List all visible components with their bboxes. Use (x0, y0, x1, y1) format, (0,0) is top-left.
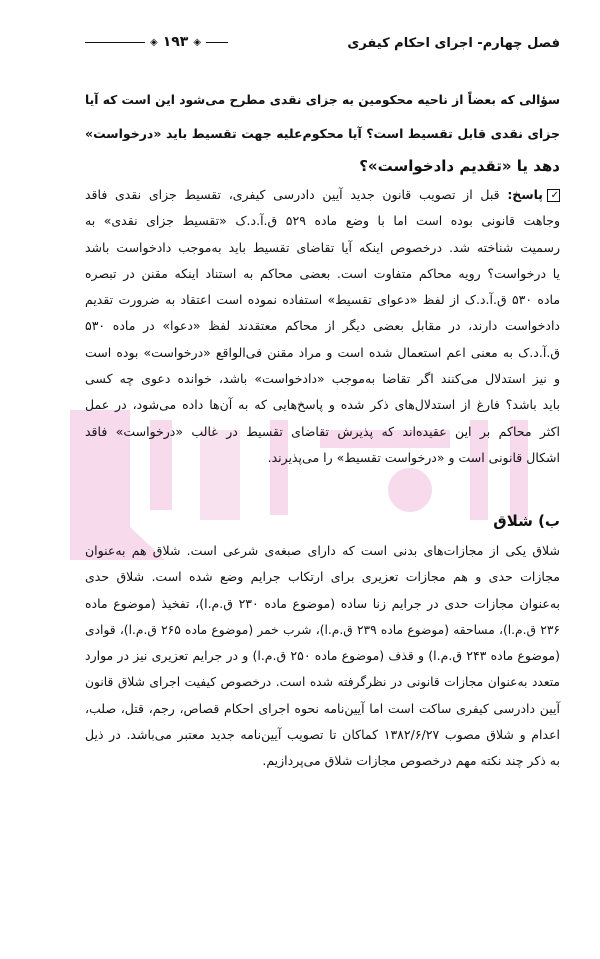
chapter-title: فصل چهارم- اجرای احکام کیفری (347, 36, 560, 51)
page-number: ۱۹۳ (162, 34, 189, 50)
answer-line: باید باشد؟ فارغ از استدلال‌های ذکر شده و پاسخ‌هایی که به آن‌ها داده می‌شود، در عمل (85, 397, 560, 413)
answer-line: ق.آ.د.ک به معنی اعم استعمال شده است و مراد مقنن فی‌الواقع «درخواست» بوده است (85, 344, 560, 360)
body-line: مجازات حدی و هم مجازات تعزیری برای ارتکاب جرایم وضع شده است. شلاق حدی (85, 569, 560, 585)
answer-line (85, 182, 560, 208)
answer-line: اشکال قانونی است و «درخواست تقسیط» را می‌پذیرند. (267, 449, 560, 465)
body-line: ۲۳۶ ق.م.ا)، مساحقه (موضوع ماده ۲۳۹ ق.م.ا)، شرب خمر (موضوع ماده ۲۶۵ ق.م.ا)، قوادی (85, 622, 560, 637)
body-line: به‌عنوان مجازات حدی در جرایم زنا ساده (موضوع ماده ۲۳۰ ق.م.ا)، تفخیذ (موضوع ماده (85, 595, 561, 611)
diamond-icon: ◈ (193, 36, 202, 48)
section-body (85, 538, 560, 775)
answer-line: وجاهت قانونی بوده است اما با وضع ماده ۵۲۹ ق.آ.د.ک «تقسیط جزای نقدی» به (85, 213, 560, 229)
answer (85, 182, 560, 471)
body-line: آیین دادرسی کیفری ساکت است اما آیین‌نامه نحوه اجرای احکام قصاص، رجم، قتل، صلب، (85, 700, 560, 716)
answer-line: ماده ۵۳۰ ق.آ.د.ک از لفظ «دعوای تقسیط» استفاده نموده است اعتقاد به ضرورت تقدیم (85, 292, 561, 308)
answer-line: اکثر محاکم بر این عقیده‌اند که پذیرش تقاضای تقسیط در غالب «درخواست» فاقد (85, 423, 560, 439)
divider (85, 42, 145, 43)
question (85, 84, 560, 183)
body-line: (موضوع ماده ۲۴۳ ق.م.ا) و قذف (موضوع ماده ۲۵۰ ق.م.ا) و در جرایم تعزیری نیز در موارد (85, 648, 560, 664)
answer-label: پاسخ: (507, 187, 543, 202)
body-line: اعدام و شلاق مصوب ۱۳۸۲/۶/۲۷ کماکان تا تصویب آیین‌نامه جدید معتبر می‌باشد. در ذیل (85, 727, 560, 743)
checkbox-icon: ✓ (547, 189, 560, 202)
page-number-ornament (85, 34, 228, 50)
body-line: متعدد به‌عنوان مجازات قانونی در نظرگرفته شده است. درخصوص کیفیت اجرای شلاق قانون (85, 675, 560, 690)
question-line: دهد یا «تقدیم دادخواست»؟ (359, 157, 560, 175)
question-line: جزای نقدی قابل تقسیط است؟ آیا محکوم‌علیه جهت تقسیط باید «درخواست» (85, 126, 560, 141)
answer-line: دادخواست دارند، در مقابل بعضی دیگر از محاکم معتقدند لفظ «دعوا» در ماده ۵۳۰ (85, 318, 560, 334)
question-line: سؤالی که بعضاً از ناحیه محکومین به جزای نقدی مطرح می‌شود این است که آیا (85, 93, 560, 107)
divider (206, 42, 228, 43)
answer-line: یا درخواست؟ رویه محاکم متفاوت است. بعضی محاکم به استناد اینکه مقنن در تبصره (85, 265, 560, 281)
diamond-icon: ◈ (150, 36, 158, 48)
body-line: به ذکر چند نکته مهم درخصوص مجازات شلاق می‌پردازیم. (262, 753, 560, 769)
answer-text: قبل از تصویب قانون جدید آیین دادرسی کیفری، تقسیط جزای نقدی فاقد (85, 187, 500, 202)
section-heading: ب) شلاق (493, 512, 560, 530)
answer-line: و نیز استدلال می‌کنند اگر تقاضا به‌موجب «دادخواست» باشد، خوانده دعوی چه کسی (85, 371, 560, 387)
body-line: شلاق یکی از مجازات‌های بدنی است که دارای صبغه‌ی شرعی است. شلاق هم به‌عنوان (85, 543, 560, 558)
answer-line: رسمیت شناخته شد. درخصوص اینکه آیا تقاضای تقسیط باید به‌موجب دادخواست باشد (85, 239, 560, 255)
